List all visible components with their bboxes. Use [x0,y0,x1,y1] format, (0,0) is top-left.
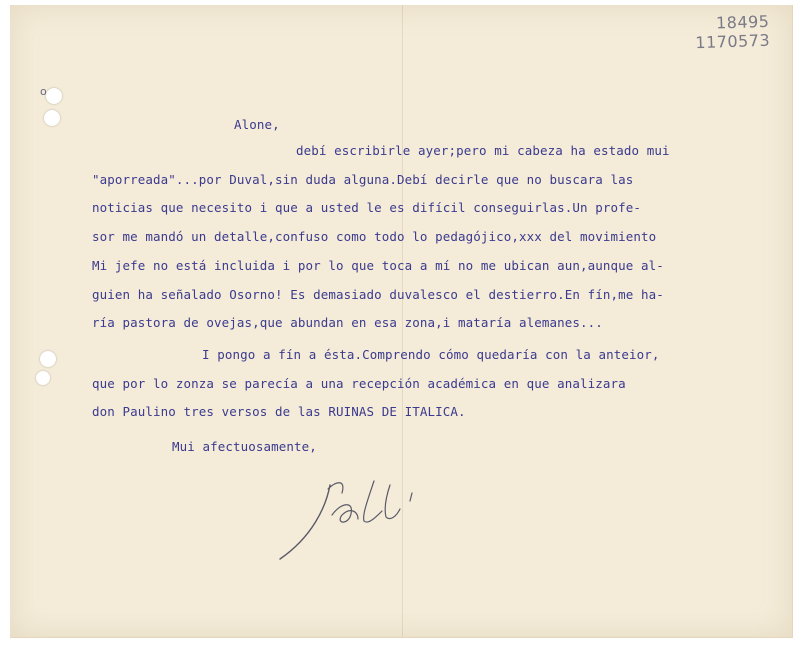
letter-line: Mi jefe no está incluida i por lo que toca a mí no me ubican aun,aunque al- [92,258,664,273]
letter-line: I pongo a fín a ésta.Comprendo cómo quedaría con la anteior, [202,347,660,362]
punch-hole [40,351,56,367]
punch-hole [46,88,62,104]
catalog-numbers [695,12,771,53]
closing: Mui afectuosamente, [172,439,317,454]
catalog-number: 18495 [715,11,770,33]
handwritten-signature [272,467,432,567]
letter-line: don Paulino tres versos de las RUINAS DE ITALICA. [92,404,466,419]
punch-hole [44,110,60,126]
letter-line: que por lo zonza se parecía a una recepción académica en que analizara [92,376,626,391]
letter-line: guien ha señalado Osorno! Es demasiado duvalesco el destierro.En fín,me ha- [92,287,664,302]
letter-line: noticias que necesito i que a usted le es difícil conseguirlas.Un profe- [92,200,642,215]
punch-hole [36,371,50,385]
catalog-number: 1170573 [695,30,771,53]
letter-line: debí escribirle ayer;pero mi cabeza ha estado mui [296,143,670,158]
letter-sheet [10,5,793,638]
letter-line: ría pastora de ovejas,que abundan en esa zona,i mataría alemanes... [92,315,603,330]
margin-mark: o [40,85,47,98]
letter-line: sor me mandó un detalle,confuso como todo lo pedagójico,xxx del movimiento [92,229,657,244]
letter-line: "aporreada"...por Duval,sin duda alguna.Debí decirle que no buscara las [92,172,634,187]
salutation: Alone, [234,117,280,132]
